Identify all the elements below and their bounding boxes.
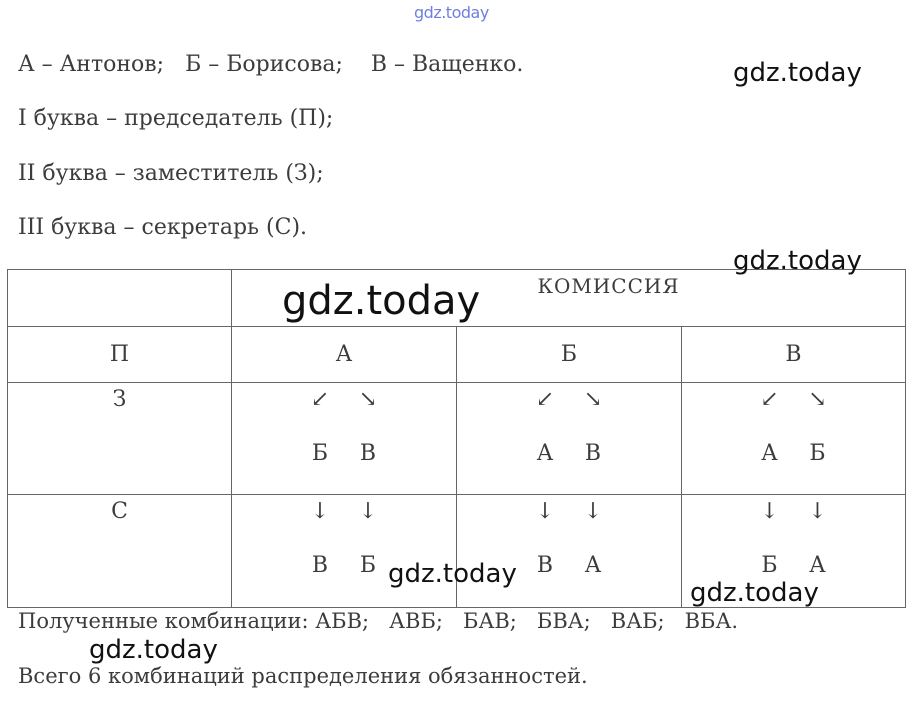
arrow-pair	[232, 499, 456, 524]
letter: В	[359, 441, 377, 466]
row-label-deputy	[8, 383, 232, 495]
arrow-down-icon: ↓	[583, 499, 603, 524]
watermark: gdz.today	[388, 559, 517, 589]
letter: В	[536, 553, 554, 578]
arrow-pair	[457, 499, 681, 524]
letter: В	[311, 553, 329, 578]
arrow-down-icon: ↓	[760, 499, 779, 524]
row-label-text: С	[111, 499, 128, 524]
letter-pair	[682, 441, 905, 466]
watermark: gdz.today	[89, 635, 218, 665]
arrow-down-icon: ↓	[535, 499, 555, 524]
deputy-cell	[457, 383, 682, 495]
deputy-cell	[232, 383, 457, 495]
arrow-down-left-icon: ↙	[760, 387, 779, 412]
outro-line-1: Полученные комбинации: АБВ; АВБ; БАВ; БВА; ВАБ; ВБА.	[18, 609, 739, 633]
arrow-down-left-icon: ↙	[310, 387, 330, 412]
watermark: gdz.today	[733, 58, 862, 88]
secretary-cell	[232, 495, 457, 608]
letter: А	[761, 441, 778, 466]
letter: А	[584, 553, 602, 578]
arrow-down-right-icon: ↘	[808, 387, 827, 412]
arrow-down-icon: ↓	[310, 499, 330, 524]
arrow-down-icon: ↓	[358, 499, 378, 524]
arrow-pair	[457, 387, 681, 412]
deputy-cell	[682, 383, 906, 495]
corner-cell	[8, 270, 232, 327]
watermark-top: gdz.today	[414, 3, 489, 22]
intro-line-1: А – Антонов; Б – Борисова; В – Ващенко.	[18, 52, 524, 77]
outro-line-2: Всего 6 комбинаций распределения обязанностей.	[18, 664, 588, 688]
arrow-down-left-icon: ↙	[535, 387, 555, 412]
intro-line-2: I буква – председатель (П);	[18, 106, 334, 131]
arrow-pair	[682, 499, 905, 524]
letter: Б	[359, 553, 377, 578]
arrow-pair	[682, 387, 905, 412]
watermark: gdz.today	[282, 278, 481, 324]
row-label-secretary	[8, 495, 232, 608]
arrow-down-icon: ↓	[808, 499, 827, 524]
letter: Б	[809, 441, 826, 466]
commission-header: КОМИССИЯ	[232, 270, 906, 327]
watermark: gdz.today	[690, 578, 819, 608]
arrow-pair	[232, 387, 456, 412]
intro-line-3: II буква – заместитель (З);	[18, 161, 324, 186]
row-label-chair: П	[8, 327, 232, 383]
letter: Б	[761, 553, 778, 578]
arrow-down-right-icon: ↘	[358, 387, 378, 412]
letter-pair	[232, 441, 456, 466]
letter-pair	[682, 553, 905, 578]
letter: А	[536, 441, 554, 466]
arrow-down-right-icon: ↘	[583, 387, 603, 412]
chair-cell: А	[232, 327, 457, 383]
watermark: gdz.today	[733, 246, 862, 276]
chair-cell: Б	[457, 327, 682, 383]
intro-line-4: III буква – секретарь (С).	[18, 215, 308, 240]
letter: В	[584, 441, 602, 466]
letter-pair	[457, 441, 681, 466]
row-label-text: З	[112, 387, 127, 412]
letter: Б	[311, 441, 329, 466]
secretary-cell	[457, 495, 682, 608]
letter: А	[809, 553, 826, 578]
chair-cell: В	[682, 327, 906, 383]
